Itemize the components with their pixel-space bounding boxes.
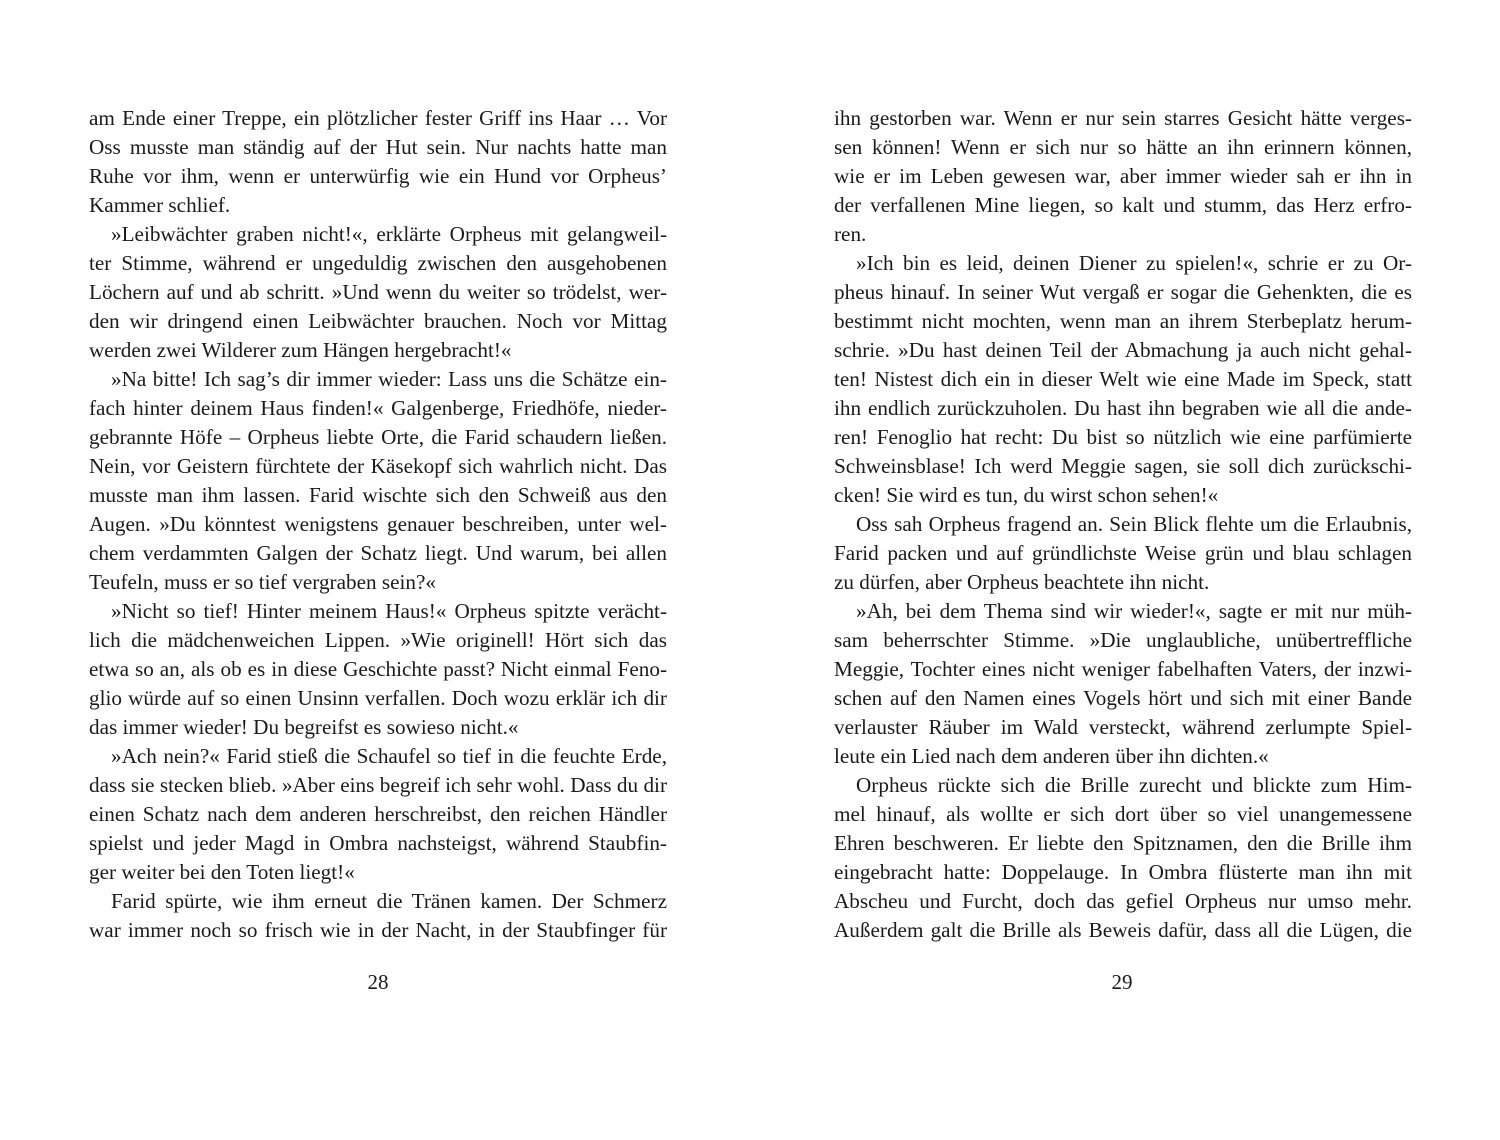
text-line: »Ah, bei dem Thema sind wir wieder!«, sagte er mit nur müh- xyxy=(856,599,1412,623)
text-line: »Nicht so tief! Hinter meinem Haus!« Orpheus spitzte verächt- xyxy=(111,599,667,623)
text-line: »Ich bin es leid, deinen Diener zu spielen!«, schrie er zu Or- xyxy=(856,251,1412,275)
text-line: ren. xyxy=(834,222,867,246)
left-page-number: 28 xyxy=(367,970,389,994)
text-line: ten! Nistest dich ein in dieser Welt wie eine Made im Speck, statt xyxy=(834,367,1412,391)
text-line: Oss musste man ständig auf der Hut sein. Nur nachts hatte man xyxy=(89,135,667,159)
text-line: spielst und jeder Magd in Ombra nachsteigst, während Staubfin- xyxy=(89,831,667,855)
text-line: pheus hinauf. In seiner Wut vergaß er sogar die Gehenkten, die es xyxy=(834,280,1412,304)
text-line: Orpheus rückte sich die Brille zurecht und blickte zum Him- xyxy=(856,773,1412,797)
text-line: sam beherrschter Stimme. »Die unglaubliche, unübertreffliche xyxy=(834,628,1412,652)
text-line: Augen. »Du könntest wenigstens genauer beschreiben, unter wel- xyxy=(89,512,667,536)
text-line: cken! Sie wird es tun, du wirst schon sehen!« xyxy=(834,483,1219,507)
text-line: schen auf den Namen eines Vogels hört und sich mit einer Bande xyxy=(834,686,1412,710)
text-line: Ruhe vor ihm, wenn er unterwürfig wie ein Hund vor Orpheus’ xyxy=(89,164,667,188)
right-page-number: 29 xyxy=(1111,970,1133,994)
text-line: Oss sah Orpheus fragend an. Sein Blick flehte um die Erlaubnis, xyxy=(856,512,1412,536)
text-line: Schweinsblase! Ich werd Meggie sagen, sie soll dich zurückschi- xyxy=(834,454,1412,478)
text-line: Abscheu und Furcht, doch das gefiel Orpheus nur umso mehr. xyxy=(834,889,1412,913)
text-line: eingebracht hatte: Doppelauge. In Ombra flüsterte man ihn mit xyxy=(834,860,1412,884)
right-page xyxy=(834,104,1412,945)
left-page-text xyxy=(89,104,667,945)
text-line: Außerdem galt die Brille als Beweis dafür, dass all die Lügen, die xyxy=(834,918,1412,942)
text-line: schrie. »Du hast deinen Teil der Abmachung ja auch nicht gehal- xyxy=(834,338,1412,362)
text-line: Kammer schlief. xyxy=(89,193,231,217)
text-line: bestimmt nicht mochten, wenn man an ihrem Sterbeplatz herum- xyxy=(834,309,1412,333)
text-line: verlauster Räuber im Wald versteckt, während zerlumpte Spiel- xyxy=(834,715,1412,739)
text-line: das immer wieder! Du begreifst es sowieso nicht.« xyxy=(89,715,519,739)
text-line: ger weiter bei den Toten liegt!« xyxy=(89,860,355,884)
text-line: einen Schatz nach dem anderen herschreibst, den reichen Händler xyxy=(89,802,667,826)
text-line: ihn gestorben war. Wenn er nur sein starres Gesicht hätte verges- xyxy=(834,106,1412,130)
text-line: Nein, vor Geistern fürchtete der Käsekopf sich wahrlich nicht. Das xyxy=(89,454,667,478)
text-line: Löchern auf und ab schritt. »Und wenn du weiter so trödelst, wer- xyxy=(89,280,667,304)
text-line: zu dürfen, aber Orpheus beachtete ihn nicht. xyxy=(834,570,1210,594)
text-line: Ehren beschweren. Er liebte den Spitznamen, den die Brille ihm xyxy=(834,831,1412,855)
right-page-text xyxy=(834,104,1412,945)
text-line: glio würde auf so einen Unsinn verfallen. Doch wozu erklär ich dir xyxy=(89,686,667,710)
text-line: Meggie, Tochter eines nicht weniger fabelhaften Vaters, der inzwi- xyxy=(834,657,1412,681)
text-line: den wir dringend einen Leibwächter brauchen. Noch vor Mittag xyxy=(89,309,667,333)
text-line: mel hinauf, als wollte er sich dort über so viel unangemessene xyxy=(834,802,1412,826)
text-line: Farid packen und auf gründlichste Weise grün und blau schlagen xyxy=(834,541,1412,565)
text-line: dass sie stecken blieb. »Aber eins begreif ich sehr wohl. Dass du dir xyxy=(89,773,667,797)
text-line: Teufeln, muss er so tief vergraben sein?« xyxy=(89,570,437,594)
text-line: ihn endlich zurückzuholen. Du hast ihn begraben wie all die ande- xyxy=(834,396,1412,420)
text-line: werden zwei Wilderer zum Hängen hergebracht!« xyxy=(89,338,512,362)
text-line: leute ein Lied nach dem anderen über ihn dichten.« xyxy=(834,744,1269,768)
text-line: musste man ihm lassen. Farid wischte sich den Schweiß aus den xyxy=(89,483,667,507)
text-line: fach hinter deinem Haus finden!« Galgenberge, Friedhöfe, nieder- xyxy=(89,396,667,420)
text-line: »Leibwächter graben nicht!«, erklärte Orpheus mit gelangweil- xyxy=(111,222,667,246)
text-line: am Ende einer Treppe, ein plötzlicher fester Griff ins Haar … Vor xyxy=(89,106,667,130)
text-line: ter Stimme, während er ungeduldig zwischen den ausgehobenen xyxy=(89,251,667,275)
text-line: »Ach nein?« Farid stieß die Schaufel so tief in die feuchte Erde, xyxy=(111,744,667,768)
text-line: gebrannte Höfe – Orpheus liebte Orte, die Farid schaudern ließen. xyxy=(89,425,667,449)
text-line: chem verdammten Galgen der Schatz liegt. Und warum, bei allen xyxy=(89,541,667,565)
text-line: sen können! Wenn er sich nur so hätte an ihn erinnern können, xyxy=(834,135,1412,159)
left-page xyxy=(89,104,667,945)
text-line: wie er im Leben gewesen war, aber immer wieder sah er ihn in xyxy=(834,164,1412,188)
text-line: lich die mädchenweichen Lippen. »Wie originell! Hört sich das xyxy=(89,628,667,652)
text-line: der verfallenen Mine liegen, so kalt und stumm, das Herz erfro- xyxy=(834,193,1412,217)
text-line: ren! Fenoglio hat recht: Du bist so nützlich wie eine parfümierte xyxy=(834,425,1412,449)
text-line: war immer noch so frisch wie in der Nacht, in der Staubfinger für xyxy=(89,918,667,942)
text-line: »Na bitte! Ich sag’s dir immer wieder: Lass uns die Schätze ein- xyxy=(111,367,667,391)
text-line: Farid spürte, wie ihm erneut die Tränen kamen. Der Schmerz xyxy=(111,889,667,913)
text-line: etwa so an, als ob es in diese Geschichte passt? Nicht einmal Feno- xyxy=(89,657,667,681)
